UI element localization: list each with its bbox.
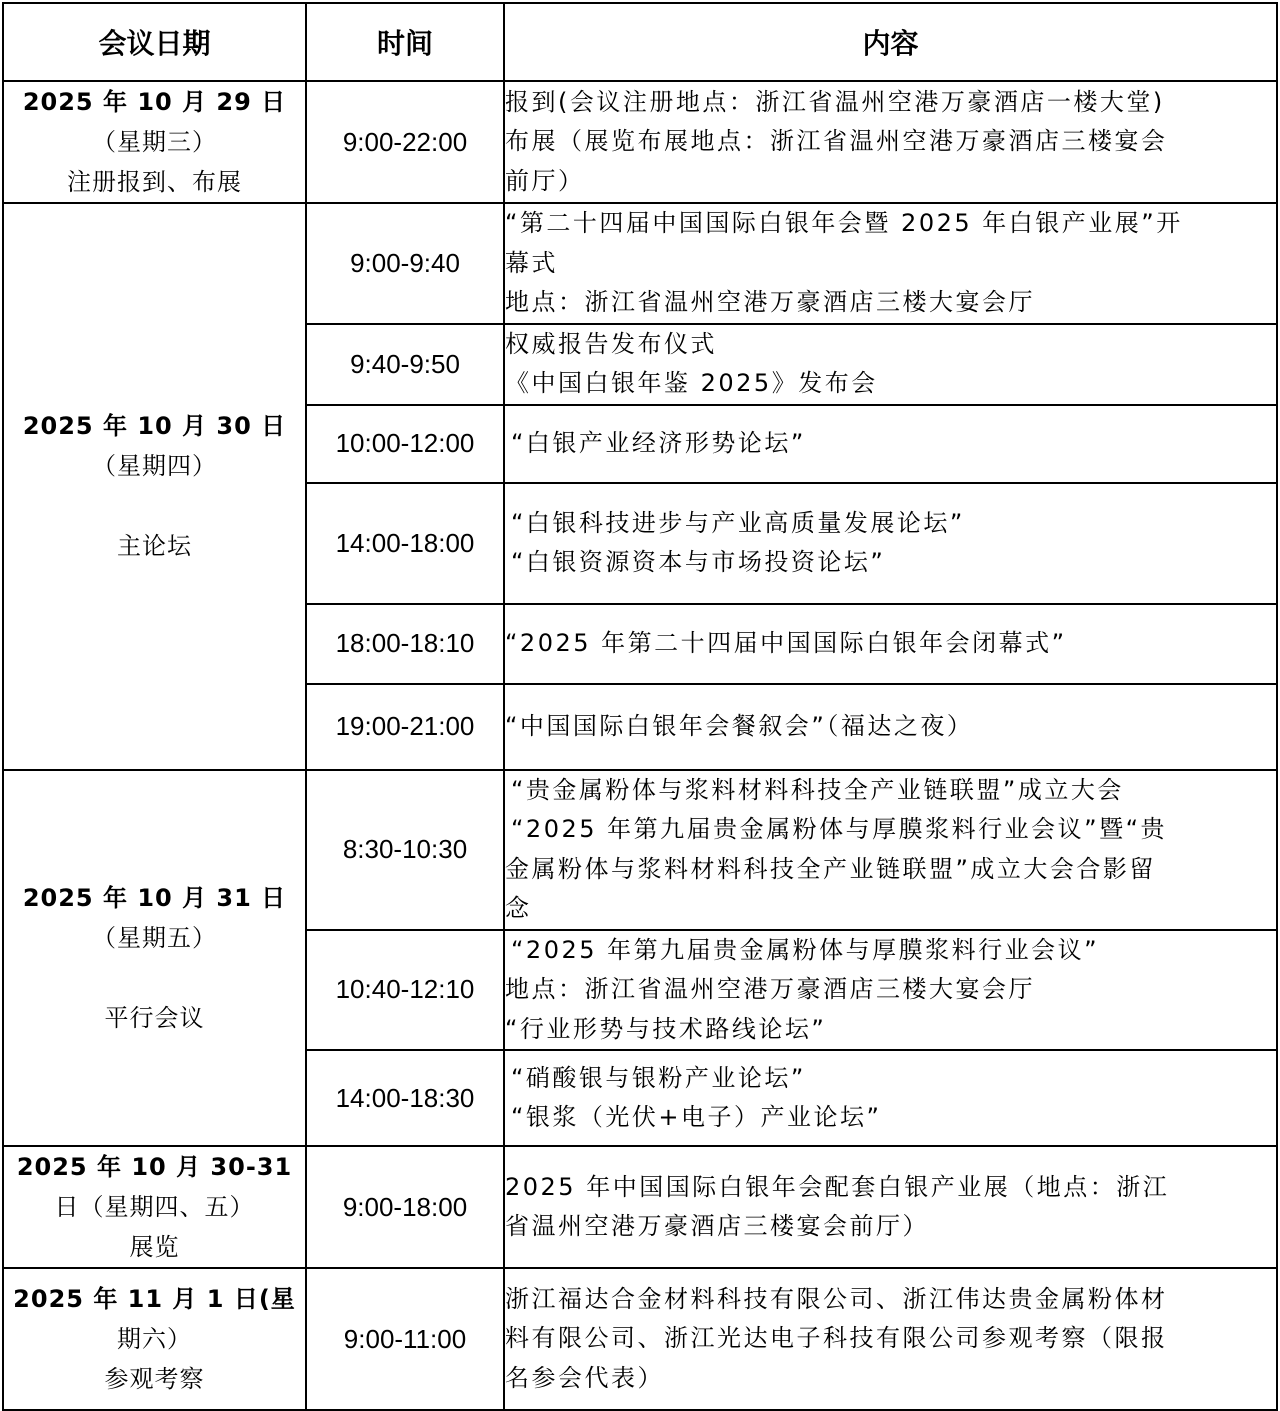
content-line: “第二十四届中国国际白银年会暨 2025 年白银产业展”开 <box>505 209 1183 237</box>
content-line: “2025 年第二十四届中国国际白银年会闭幕式” <box>505 628 1067 657</box>
weekday-text: （星期三） <box>92 128 217 156</box>
time-cell: 9:00-18:00 <box>306 1146 504 1268</box>
content-line: 布展（展览布展地点：浙江省温州空港万豪酒店三楼宴会 <box>505 127 1168 156</box>
time-cell: 14:00-18:00 <box>306 483 504 604</box>
content-line: 报到(会议注册地点：浙江省温州空港万豪酒店一楼大堂) <box>505 87 1165 116</box>
table-row <box>3 203 1277 324</box>
time-cell: 9:00-22:00 <box>306 81 504 203</box>
event-type: 主论坛 <box>117 532 192 561</box>
content-line: “硝酸银与银粉产业论坛” <box>511 1063 806 1092</box>
date-cell <box>3 81 306 203</box>
content-line: “白银产业经济形势论坛” <box>511 428 806 457</box>
content-line: “行业形势与技术路线论坛” <box>505 1014 827 1043</box>
content-cell <box>504 1050 1277 1146</box>
schedule-table <box>2 2 1278 1411</box>
content-line: “白银科技进步与产业高质量发展论坛” <box>511 508 965 537</box>
date-cell <box>3 1146 306 1268</box>
content-cell <box>504 324 1277 405</box>
header-row <box>3 3 1277 81</box>
weekday-text: 日（星期四、五） <box>54 1193 255 1221</box>
table-row <box>3 1268 1277 1410</box>
event-type: 展览 <box>129 1233 180 1261</box>
time-cell: 19:00-21:00 <box>306 684 504 770</box>
content-line: “2025 年第九届贵金属粉体与厚膜浆料行业会议”暨“贵 <box>511 815 1168 843</box>
content-line: 名参会代表） <box>505 1363 664 1392</box>
date-cell <box>3 770 306 1147</box>
date-cell <box>3 203 306 770</box>
content-line: “2025 年第九届贵金属粉体与厚膜浆料行业会议” <box>511 935 1100 964</box>
header-content: 内容 <box>504 3 1277 81</box>
content-cell <box>504 604 1277 684</box>
date-cell <box>3 1268 306 1410</box>
content-line: 浙江福达合金材料科技有限公司、浙江伟达贵金属粉体材 <box>505 1284 1168 1313</box>
content-line: “白银资源资本与市场投资论坛” <box>511 548 886 576</box>
content-line: 《中国白银年鉴 2025》发布会 <box>505 369 878 397</box>
event-type: 参观考察 <box>104 1365 205 1393</box>
weekday-text: 期六） <box>117 1325 192 1353</box>
content-cell <box>504 405 1277 483</box>
content-cell <box>504 483 1277 604</box>
header-date: 会议日期 <box>3 3 306 81</box>
content-line: “中国国际白银年会餐叙会”（福达之夜） <box>505 711 974 740</box>
time-cell: 8:30-10:30 <box>306 770 504 930</box>
content-line: 料有限公司、浙江光达电子科技有限公司参观考察（限报 <box>505 1324 1168 1353</box>
time-cell: 10:40-12:10 <box>306 930 504 1051</box>
content-cell <box>504 1268 1277 1410</box>
event-type: 注册报到、布展 <box>67 168 242 196</box>
date-text: 2025 年 10 月 29 日 <box>22 88 287 116</box>
time-cell: 9:00-11:00 <box>306 1268 504 1410</box>
content-line: 地点：浙江省温州空港万豪酒店三楼大宴会厅 <box>505 975 1035 1003</box>
content-line: 地点：浙江省温州空港万豪酒店三楼大宴会厅 <box>505 288 1035 316</box>
time-cell: 9:00-9:40 <box>306 203 504 324</box>
content-cell <box>504 1146 1277 1268</box>
content-cell <box>504 930 1277 1051</box>
content-cell <box>504 684 1277 770</box>
time-cell: 9:40-9:50 <box>306 324 504 405</box>
content-line: 念 <box>505 894 532 922</box>
content-line: 2025 年中国国际白银年会配套白银产业展（地点：浙江 <box>505 1172 1170 1201</box>
content-cell <box>504 770 1277 930</box>
table-row <box>3 1146 1277 1268</box>
date-text: 2025 年 10 月 31 日 <box>22 883 287 912</box>
content-line: “银浆（光伏+电子）产业论坛” <box>511 1103 882 1131</box>
table-row <box>3 770 1277 930</box>
weekday-text: （星期四） <box>92 452 217 481</box>
header-time: 时间 <box>306 3 504 81</box>
content-line: 金属粉体与浆料材料科技全产业链联盟”成立大会合影留 <box>505 854 1156 883</box>
date-text: 2025 年 10 月 30 日 <box>22 412 287 441</box>
table-row <box>3 81 1277 203</box>
content-line: 幕式 <box>505 248 558 277</box>
time-cell: 18:00-18:10 <box>306 604 504 684</box>
date-text: 2025 年 10 月 30-31 <box>16 1153 293 1181</box>
time-cell: 10:00-12:00 <box>306 405 504 483</box>
time-cell: 14:00-18:30 <box>306 1050 504 1146</box>
event-type: 平行会议 <box>104 1003 205 1032</box>
content-cell <box>504 203 1277 324</box>
content-cell <box>504 81 1277 203</box>
content-line: “贵金属粉体与浆料材料科技全产业链联盟”成立大会 <box>511 775 1124 804</box>
date-text: 2025 年 11 月 1 日(星 <box>13 1285 296 1313</box>
content-line: 省温州空港万豪酒店三楼宴会前厅） <box>505 1212 929 1240</box>
weekday-text: （星期五） <box>92 923 217 952</box>
content-line: 权威报告发布仪式 <box>505 329 717 358</box>
content-line: 前厅） <box>505 166 585 195</box>
